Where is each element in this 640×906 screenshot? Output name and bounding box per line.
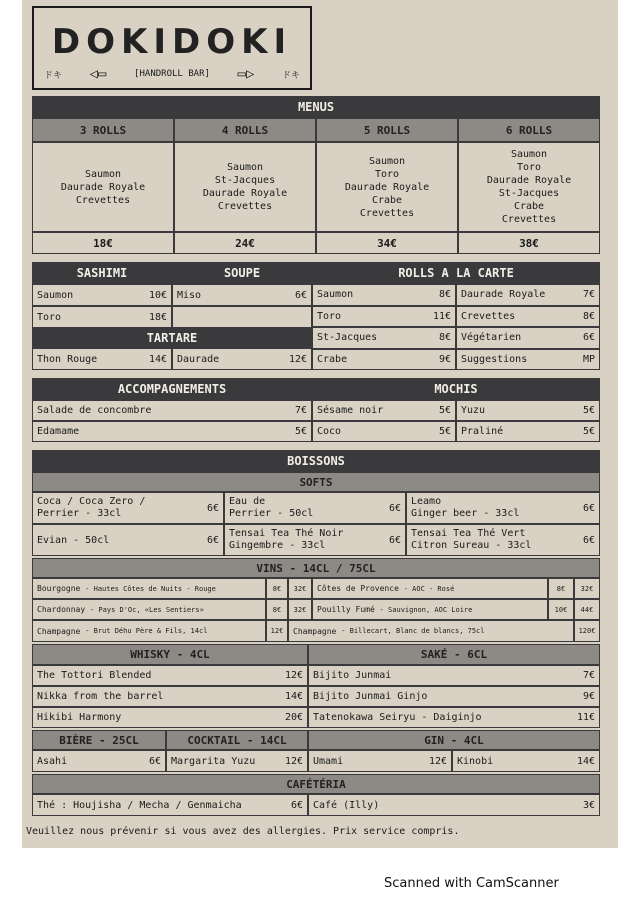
gin-header: GIN - 4CL xyxy=(308,730,600,750)
wine-price-glass: 12€ xyxy=(266,620,288,642)
item-price: 6€ xyxy=(388,502,401,514)
sashimi-header: SASHIMI xyxy=(32,262,172,284)
item-price: 7€ xyxy=(294,405,307,416)
roll-row xyxy=(456,306,600,328)
soft-line: Gingembre - 33cl xyxy=(229,540,326,551)
item-price: 20€ xyxy=(284,712,303,723)
menu-items xyxy=(174,142,316,232)
item-price: 6€ xyxy=(206,534,219,546)
menu-paper xyxy=(22,0,618,848)
menu-head: 6 ROLLS xyxy=(458,118,600,142)
brand-name: DOKIDOKI xyxy=(51,22,293,62)
fish-icon: ▭▷ xyxy=(237,66,255,82)
mochi-row xyxy=(312,421,456,442)
item-price: 9€ xyxy=(438,353,451,365)
item-price: 8€ xyxy=(438,289,451,301)
item-name: Café (Illy) xyxy=(313,799,380,811)
menu-price: 24€ xyxy=(174,232,316,254)
item-price: 11€ xyxy=(432,310,451,322)
item-name: Margarita Yuzu xyxy=(171,755,256,767)
menu-price: 38€ xyxy=(458,232,600,254)
menus-header: MENUS xyxy=(32,96,600,118)
wine-price-bottle: 32€ xyxy=(288,578,312,599)
wine-row xyxy=(32,578,266,599)
sashimi-row xyxy=(32,306,172,328)
menu-item: Crevettes xyxy=(501,214,557,225)
wine-desc: - Sauvignon, AOC Loire xyxy=(379,605,473,614)
item-name: Suggestions xyxy=(461,353,528,365)
item-price: 7€ xyxy=(582,289,595,301)
soft-name xyxy=(411,496,519,520)
wine-name: Champagne xyxy=(293,626,337,636)
menu-item: Crevettes xyxy=(359,207,415,219)
item-name: Daurade Royale xyxy=(461,289,546,301)
wine-desc: - Billecart, Blanc de blancs, 75cl xyxy=(341,627,485,635)
soft-line: Ginger beer - 33cl xyxy=(411,508,520,519)
wine-row xyxy=(312,599,548,620)
item-price: MP xyxy=(582,353,595,365)
cafe-header: CAFÉTÉRIA xyxy=(32,774,600,794)
soft-name xyxy=(229,496,313,520)
item-price: 8€ xyxy=(438,332,451,344)
item-price: 3€ xyxy=(582,799,595,811)
item-price: 6€ xyxy=(206,502,219,514)
tartare-row xyxy=(172,348,312,370)
wine-desc: - Hautes Côtes de Nuits - Rouge xyxy=(85,584,216,593)
gin-row xyxy=(308,750,452,772)
menu-item: Crabe xyxy=(371,194,403,206)
item-price: 12€ xyxy=(288,353,307,365)
item-name: Daurade xyxy=(177,353,220,365)
wine-row xyxy=(288,620,574,642)
item-name: Toro xyxy=(37,311,62,323)
item-name: Tatenokawa Seiryu - Daiginjo xyxy=(313,712,482,723)
wine-name: Champagne xyxy=(37,626,81,636)
whisky-row xyxy=(32,707,308,728)
item-name: Asahi xyxy=(37,755,68,767)
logo-tagline-row xyxy=(44,66,300,82)
item-price: 5€ xyxy=(582,405,595,416)
menu-item: Daurade Royale xyxy=(486,175,572,186)
roll-row xyxy=(456,349,600,371)
item-price: 5€ xyxy=(438,426,451,437)
item-name: Saumon xyxy=(317,289,354,301)
item-name: Crevettes xyxy=(461,310,516,322)
item-price: 14€ xyxy=(284,691,303,702)
item-price: 14€ xyxy=(148,353,167,365)
roll-row xyxy=(312,327,456,349)
item-name: Saumon xyxy=(37,289,74,301)
accomp-header: ACCOMPAGNEMENTS xyxy=(32,378,312,400)
menu-item: St-Jacques xyxy=(498,188,560,199)
soft-line: Tensai Tea Thé Vert xyxy=(411,528,526,539)
wine-desc: - Pays D'Oc, «Les Sentiers» xyxy=(90,605,204,614)
item-name: Hikibi Harmony xyxy=(37,712,122,723)
boissons-header: BOISSONS xyxy=(32,450,600,472)
wine-price-glass: 8€ xyxy=(548,578,574,599)
item-price: 18€ xyxy=(148,311,167,323)
item-name: Salade de concombre xyxy=(37,405,152,416)
tartare-header: TARTARE xyxy=(32,328,312,348)
brand-left-mark: ドキ xyxy=(44,70,63,81)
menu-item: Toro xyxy=(516,162,542,173)
menu-head: 5 ROLLS xyxy=(316,118,458,142)
item-name: Végétarien xyxy=(461,332,522,344)
wine-desc: - Brut Déhu Père & Fils, 14cl xyxy=(85,627,208,635)
soft-row xyxy=(406,524,600,556)
menu-item: Saumon xyxy=(84,168,122,180)
item-name: Bijito Junmai Ginjo xyxy=(313,691,428,702)
menu-item: Saumon xyxy=(510,149,548,160)
soft-name xyxy=(37,496,145,520)
wine-price-glass: 8€ xyxy=(266,578,288,599)
cafe-row xyxy=(308,794,600,816)
item-price: 5€ xyxy=(582,426,595,437)
item-name: Crabe xyxy=(317,353,348,365)
mochi-row xyxy=(456,400,600,421)
item-price: 6€ xyxy=(148,755,161,767)
wine-name: Chardonnay xyxy=(37,605,86,614)
item-price: 7€ xyxy=(582,670,595,681)
soupe-empty xyxy=(172,306,312,328)
item-price: 11€ xyxy=(576,712,595,723)
softs-header: SOFTS xyxy=(32,472,600,492)
item-price: 6€ xyxy=(388,534,401,546)
soft-row xyxy=(224,524,406,556)
wine-desc: - AOC - Rosé xyxy=(403,584,455,593)
soft-row xyxy=(406,492,600,524)
item-name: Yuzu xyxy=(461,405,486,416)
wine-price-bottle: 32€ xyxy=(288,599,312,620)
menu-item: Crabe xyxy=(513,201,545,212)
wine-price-bottle: 32€ xyxy=(574,578,600,599)
whisky-header: WHISKY - 4CL xyxy=(32,644,308,665)
item-price: 14€ xyxy=(576,755,595,767)
mochi-row xyxy=(456,421,600,442)
menu-head: 4 ROLLS xyxy=(174,118,316,142)
roll-row xyxy=(456,284,600,306)
menu-items xyxy=(316,142,458,232)
item-price: 6€ xyxy=(582,332,595,344)
fish-icon: ◁▭ xyxy=(89,66,107,82)
menu-item: Crevettes xyxy=(217,201,273,212)
cocktail-row xyxy=(166,750,308,772)
soft-line: Perrier - 50cl xyxy=(229,508,314,519)
whisky-row xyxy=(32,686,308,707)
rolls-header: ROLLS A LA CARTE xyxy=(312,262,600,284)
menu-item: St-Jacques xyxy=(214,175,276,186)
menu-item: Crevettes xyxy=(75,194,131,206)
soft-name: Evian - 50cl xyxy=(37,534,110,546)
brand-right-mark: ドキ xyxy=(281,70,300,81)
item-price: 12€ xyxy=(284,670,303,681)
soft-name xyxy=(229,528,343,552)
menu-items xyxy=(458,142,600,232)
sake-row xyxy=(308,686,600,707)
item-name: Nikka from the barrel xyxy=(37,691,164,702)
roll-row xyxy=(456,327,600,349)
mochi-row xyxy=(312,400,456,421)
menu-item: Saumon xyxy=(226,162,264,173)
wine-row xyxy=(32,620,266,642)
wine-row xyxy=(32,599,266,620)
soft-name xyxy=(411,528,531,552)
item-name: Toro xyxy=(317,310,342,322)
item-name: Thon Rouge xyxy=(37,353,98,365)
sake-header: SAKÉ - 6CL xyxy=(308,644,600,665)
item-name: Sésame noir xyxy=(317,405,384,416)
item-name: The Tottori Blended xyxy=(37,670,152,681)
item-name: Bijito Junmai xyxy=(313,670,392,681)
soft-line: Coca / Coca Zero / xyxy=(37,496,146,507)
item-name: Umami xyxy=(313,755,344,767)
item-name: Praliné xyxy=(461,426,504,437)
soupe-header: SOUPE xyxy=(172,262,312,284)
biere-row xyxy=(32,750,166,772)
brand-tagline: [HANDROLL BAR] xyxy=(134,69,210,79)
menu-item: Daurade Royale xyxy=(60,181,146,193)
accomp-row xyxy=(32,400,312,421)
wine-name: Bourgogne xyxy=(37,584,81,593)
menu-price: 34€ xyxy=(316,232,458,254)
menu-item: Daurade Royale xyxy=(344,181,430,193)
soft-line: Tensai Tea Thé Noir xyxy=(229,528,344,539)
cocktail-header: COCKTAIL - 14CL xyxy=(166,730,308,750)
item-name: Miso xyxy=(177,289,202,301)
sashimi-row xyxy=(32,284,172,306)
wine-name: Pouilly Fumé xyxy=(317,605,375,614)
roll-row xyxy=(312,349,456,371)
sake-row xyxy=(308,707,600,728)
menu-item: Toro xyxy=(374,168,400,180)
cafe-row xyxy=(32,794,308,816)
item-name: St-Jacques xyxy=(317,332,378,344)
menu-item: Saumon xyxy=(368,155,406,167)
item-name: Coco xyxy=(317,426,342,437)
item-price: 5€ xyxy=(294,426,307,437)
roll-row xyxy=(312,284,456,306)
item-price: 6€ xyxy=(294,289,307,301)
whisky-row xyxy=(32,665,308,686)
soft-line: Perrier - 33cl xyxy=(37,508,122,519)
item-price: 6€ xyxy=(582,502,595,514)
sake-row xyxy=(308,665,600,686)
logo xyxy=(32,6,312,90)
item-name: Kinobi xyxy=(457,755,494,767)
item-price: 10€ xyxy=(148,289,167,301)
allergy-note: Veuillez nous prévenir si vous avez des allergies. Prix service compris. xyxy=(26,826,460,837)
scanner-watermark: Scanned with CamScanner xyxy=(384,876,559,891)
vins-header: VINS - 14CL / 75CL xyxy=(32,558,600,578)
menu-item: Daurade Royale xyxy=(202,188,288,199)
mochis-header: MOCHIS xyxy=(312,378,600,400)
item-price: 8€ xyxy=(582,310,595,322)
item-name: Edamame xyxy=(37,426,80,437)
soupe-row xyxy=(172,284,312,306)
biere-header: BIÈRE - 25CL xyxy=(32,730,166,750)
tartare-row xyxy=(32,348,172,370)
menu-price: 18€ xyxy=(32,232,174,254)
wine-price-bottle: 44€ xyxy=(574,599,600,620)
item-price: 6€ xyxy=(290,799,303,811)
wine-name: Côtes de Provence xyxy=(317,584,399,593)
soft-row xyxy=(32,524,224,556)
item-price: 12€ xyxy=(428,755,447,767)
wine-price-glass: 8€ xyxy=(266,599,288,620)
gin-row xyxy=(452,750,600,772)
accomp-row xyxy=(32,421,312,442)
item-price: 5€ xyxy=(438,405,451,416)
menu-head: 3 ROLLS xyxy=(32,118,174,142)
menu-items xyxy=(32,142,174,232)
wine-price-bottle: 120€ xyxy=(574,620,600,642)
roll-row xyxy=(312,306,456,328)
soft-line: Eau de xyxy=(229,496,266,507)
item-price: 12€ xyxy=(284,755,303,767)
soft-line: Leamo xyxy=(411,496,442,507)
soft-row xyxy=(224,492,406,524)
item-price: 9€ xyxy=(582,691,595,702)
soft-row xyxy=(32,492,224,524)
item-price: 6€ xyxy=(582,534,595,546)
item-name: Thé : Houjisha / Mecha / Genmaicha xyxy=(37,799,242,811)
soft-line: Citron Sureau - 33cl xyxy=(411,540,532,551)
wine-price-glass: 10€ xyxy=(548,599,574,620)
wine-row xyxy=(312,578,548,599)
